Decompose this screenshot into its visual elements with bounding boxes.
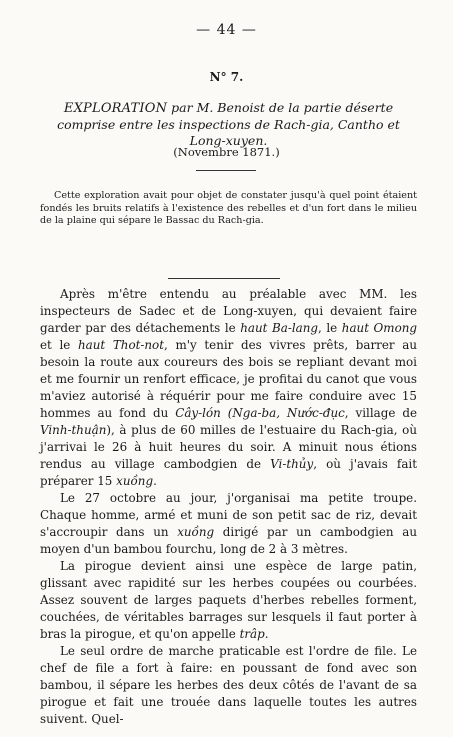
title-head: EXPLORATION xyxy=(63,101,168,116)
document-title xyxy=(40,100,417,149)
italic-term: xuồng xyxy=(116,474,154,488)
text-run: , village de xyxy=(344,406,417,420)
paragraph xyxy=(40,490,417,558)
italic-term: Vinh-thuận xyxy=(40,423,107,437)
italic-term: haut Ba-lang xyxy=(240,321,319,335)
text-run: dirigé par un cambodgien au moyen d'un bambou fourchu, long de 2 à 3 mètres. xyxy=(40,525,417,556)
paragraph xyxy=(40,286,417,490)
italic-term: Cây-lón (Nga-ba, Nước-đục xyxy=(175,406,345,420)
text-run: ), à plus de 60 milles de l'estuaire du Rach-gia, où j'arrivai le 26 à huit heures du soir. A minuit nous étions rendus au village cambodgien de xyxy=(40,423,417,471)
text-run: Le 27 octobre au jour, j'organisai ma petite troupe. Chaque homme, armé et muni de son petit sac de riz, devait s'accroupir dans un xyxy=(40,491,417,539)
text-run: Après m'être entendu au préalable avec MM. les inspecteurs de Sadec et de Long-xuyen, qui devaient faire garder par des détachements le xyxy=(40,287,417,335)
page-number: — 44 — xyxy=(196,22,257,38)
document-date: (Novembre 1871.) xyxy=(173,145,280,159)
paragraph xyxy=(40,643,417,728)
paragraph xyxy=(40,558,417,643)
text-run: et le xyxy=(40,338,78,352)
text-run: , m'y tenir des vivres prêts, barrer au besoin la route aux coureurs des bois se repliant devant moi et me fournir un renfort efficace, je profitai du canot que vous m'aviez autorisé à réquérir pour me faire conduire avec 15 hommes au fond du xyxy=(40,338,418,420)
text-run: La pirogue devient ainsi une espèce de large patin, glissant avec rapidité sur les herbes coupées ou courbées. Assez souvent de larges paquets d'herbes rebelles forment, couchées, de véritables barrages sur lesquels il faut porter à bras la pirogue, et qu'on appelle xyxy=(40,559,417,641)
document-number: N° 7. xyxy=(209,70,244,84)
divider-long xyxy=(168,278,280,279)
text-run: , le xyxy=(318,321,342,335)
text-run: . xyxy=(264,627,269,641)
text-run: . xyxy=(153,474,157,488)
divider-short xyxy=(196,170,256,171)
italic-term: haut Omong xyxy=(341,321,418,335)
text-run: Le seul ordre de marche praticable est l'ordre de file. Le chef de file a fort à faire: en poussant de fond avec son bambou, il sépare les herbes des deux côtés de l'avant de sa pirogue et fait une trouée dans laquelle toutes les autres suivent. Quel- xyxy=(40,644,417,726)
summary-note: Cette exploration avait pour objet de constater jusqu'à quel point étaient fondés les bruits relatifs à l'existence des rebelles et d'un fort dans le milieu de la plaine qui sépare le Bassac du Rach-gia. xyxy=(40,190,417,226)
italic-term: Vi-thủy xyxy=(270,457,314,471)
body-text xyxy=(40,286,417,728)
italic-term: haut Thot-not xyxy=(78,338,164,352)
italic-term: trâp xyxy=(239,627,265,641)
title-rest: par M. Benoist de la partie déserte comprise entre les inspections de Rach-gia, Cantho et Long-xuyen. xyxy=(57,100,400,148)
text-run: , où j'avais fait préparer 15 xyxy=(40,457,417,488)
italic-term: xuồng xyxy=(177,525,215,539)
